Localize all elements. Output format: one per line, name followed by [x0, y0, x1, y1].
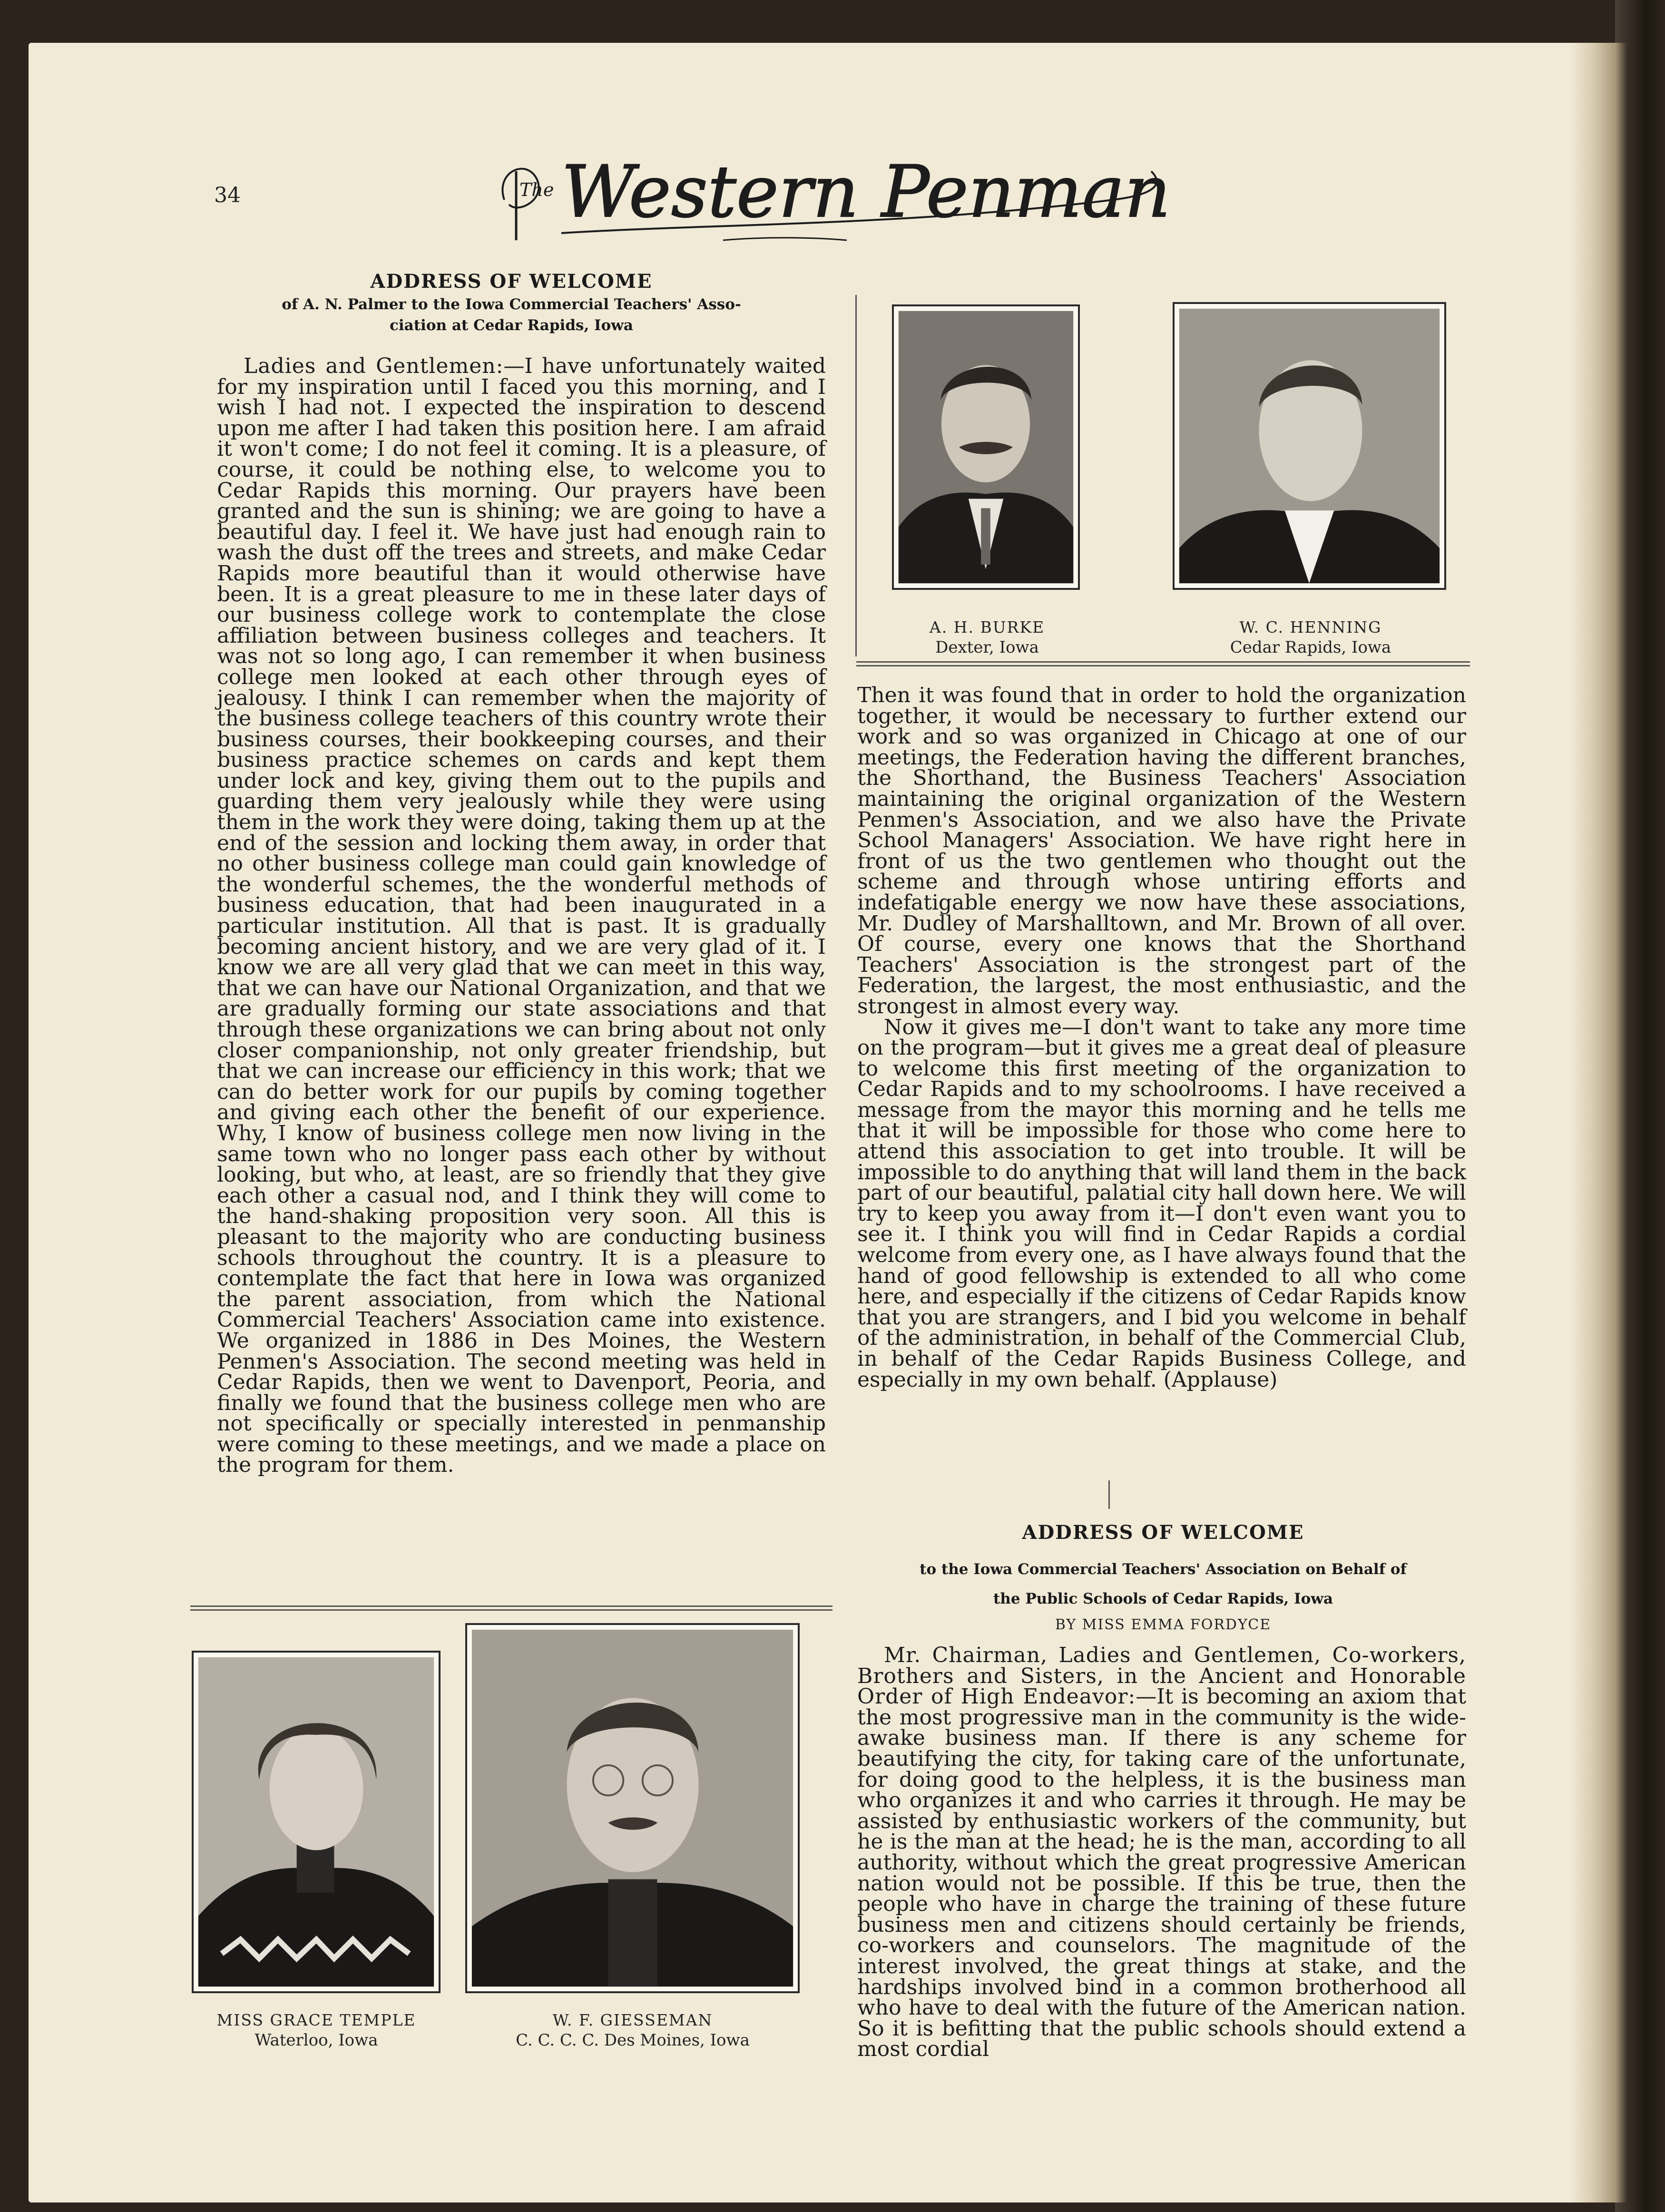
article1-right-column — [857, 685, 1466, 1484]
portrait-henning — [1173, 302, 1446, 590]
article1-salutation: Ladies and Gentlemen: — [244, 354, 504, 378]
column-divider-vertical — [855, 295, 857, 656]
masthead-title: Western Penman — [561, 151, 1171, 234]
caption-burke — [885, 617, 1089, 657]
portrait-henning-image — [1175, 304, 1444, 588]
end-mark — [1108, 1480, 1110, 1509]
portrait-burke — [892, 304, 1080, 590]
article1-subtitle-line1: of A. N. Palmer to the Iowa Commercial Teachers' Asso- — [282, 296, 741, 313]
masthead-logo — [476, 143, 1180, 252]
page-edge-shadow — [1570, 43, 1627, 2202]
rule-left-bottom-1 — [190, 1605, 832, 1607]
article1-subtitle — [190, 294, 832, 336]
caption-henning-place: Cedar Rapids, Iowa — [1230, 638, 1391, 657]
rule-right-top-1 — [856, 661, 1470, 663]
article2-body: —It is becoming an axiom that the most progressive man in the community is the wide-awake business man. If there is any scheme for beautifying the city, for taking care of the unfortunate, for doing good to the helpless, it is the business man who organizes it and who carries it through. He may be assisted by enthusiastic workers of the community, but he is the man at the head; he is the man, according to all authority, without which the great progressive American nation would not be possible. If this be true, then the people who have in charge the training of these future business men and citizens should certainly be friends, co-workers and counselors. The magnitude of the interest involved, the great things at stake, and the hardships involved bind in a common brotherhood all who have to deal with the future of the American nation. So it is befitting that the public schools should extend a most cordial — [857, 1684, 1466, 2062]
portrait-temple-image — [194, 1653, 439, 1991]
caption-burke-place: Dexter, Iowa — [935, 638, 1039, 657]
portrait-giesseman-image — [467, 1625, 798, 1991]
article2-column — [857, 1645, 1466, 2178]
caption-henning-name: W. C. HENNING — [1239, 618, 1382, 636]
rule-right-top-2 — [856, 665, 1470, 666]
article1-left-column — [217, 356, 826, 1593]
caption-giesseman-place: C. C. C. C. Des Moines, Iowa — [516, 2031, 750, 2050]
article2-paragraph — [857, 1645, 1466, 2060]
article2-subtitle — [856, 1555, 1470, 1614]
article1-right-paragraph1: Then it was found that in order to hold the organization together, it would be necessary to further extend our work and so was organized in Chicago at one of our meetings, the Federation having the different branches, the Shorthand, the Business Teachers' Association maintaining the original organization of the Western Penmen's Association, and we also have the Private School Managers' Association. We have right here in front of us the two gentlemen who thought out the scheme and through whose untiring efforts and indefatigable energy we now have these associations, Mr. Dudley of Marshalltown, and Mr. Brown of all over. Of course, every one knows that the Shorthand Teachers' Association is the strongest part of the Federation, the largest, the most enthusiastic, and the strongest in almost every way. — [857, 683, 1466, 1018]
caption-giesseman-name: W. F. GIESSEMAN — [552, 2011, 713, 2029]
portrait-temple — [192, 1651, 441, 1993]
portrait-burke-image — [894, 306, 1078, 588]
caption-henning — [1175, 617, 1446, 657]
caption-temple — [181, 2010, 452, 2050]
article1-title: ADDRESS OF WELCOME — [370, 270, 653, 293]
article2-title: ADDRESS OF WELCOME — [1022, 1521, 1304, 1544]
article2-subtitle-line2: the Public Schools of Cedar Rapids, Iowa — [993, 1590, 1333, 1607]
portrait-giesseman — [465, 1623, 800, 1993]
article2-subtitle-line1: to the Iowa Commercial Teachers' Association on Behalf of — [920, 1561, 1407, 1578]
article1-subtitle-line2: ciation at Cedar Rapids, Iowa — [390, 317, 633, 334]
masthead-article: The — [519, 179, 554, 200]
page-number: 34 — [214, 183, 241, 207]
article1-right-paragraph2: Now it gives me—I don't want to take any more time on the program—but it gives me a great deal of pleasure to welcome this first meeting of the organization to Cedar Rapids and to my schoolrooms. I have received a message from the mayor this morning and he tells me that it will be impossible for those who come here to attend this association to get into trouble. It will be impossible to do anything that will land them in the back part of our beautiful, palatial city hall down here. We will try to keep you away from it—I don't even want you to see it. I think you will find in Cedar Rapids a cordial welcome from every one, as I have always found that the hand of good fellowship is extended to all who come here, and especially if the citizens of Cedar Rapids know that you are strangers, and I bid you welcome in behalf of the administration, in behalf of the Commercial Club, in behalf of the Cedar Rapids Business College, and especially in my own behalf. (Applause) — [857, 1015, 1466, 1392]
article1-paragraph — [217, 356, 826, 1476]
article1-body: —I have unfortunately waited for my inspiration until I faced you this morning, and I wish I had not. I expected the inspiration to descend upon me after I had taken this position here. I am afraid it won't come; I do not feel it coming. It is a pleasure, of course, it could be nothing else, to welcome you to Cedar Rapids this morning. Our prayers have been granted and the sun is shining; we are going to have a beautiful day. I feel it. We have just had enough rain to wash the dust off the trees and streets, and make Cedar Rapids more beautiful than it would otherwise have been. It is a great pleasure to me in these later days of our business college work to contemplate the close affiliation between business colleges and teachers. It was not so long ago, I can remember it when business college men looked at each other through eyes of jealousy. I think I can remember when the majority of the business college teachers of this country wrote their business courses, their bookkeeping courses, and their business practice schemes on cards and kept them under lock and key, giving them out to the pupils and guarding them very jealously while they were using them in the work they were doing, taking them up at the end of the session and locking them away, in order that no other business college man could gain knowledge of the wonderful schemes, the the wonderful methods of business education, that had been inaugurated in a particular institution. All that is past. It is gradually becoming ancient history, and we are very glad of it. I know we are all very glad that we can meet in this way, that we can have our National Organization, and that we are gradually forming our state associations and that through these organizations we can bring about not only closer companionship, not only greater friendship, but that we can increase our efficiency in this work; that we can do better work for our pupils by coming together and giving each other the benefit of our experience. Why, I know of business college men now living in the same town who no longer pass each other by without looking, but who, at least, are so friendly that they give each other a casual nod, and I think they will come to the hand-shaking proposition very soon. All this is pleasant to the majority who are conducting business schools throughout the country. It is a pleasure to contemplate the fact that here in Iowa was organized the parent association, from which the National Commercial Teachers' Association came into existence. We organized in 1886 in Des Moines, the Western Penmen's Association. The second meeting was held in Cedar Rapids, then we went to Davenport, Peoria, and finally we found that the business college men who are not specifically or specially interested in penmanship were coming to these meetings, and we made a place on the program for them. — [217, 354, 826, 1478]
caption-temple-name: MISS GRACE TEMPLE — [216, 2011, 416, 2029]
masthead — [476, 143, 1180, 252]
article2-byline: BY MISS EMMA FORDYCE — [1055, 1616, 1272, 1633]
caption-temple-place: Waterloo, Iowa — [255, 2031, 378, 2050]
caption-burke-name: A. H. BURKE — [929, 618, 1045, 636]
article2-salutation: Mr. Chairman, Ladies and Gentlemen, Co-workers, Brothers and Sisters, in the Ancient and Honorable Order of High Endeavor: — [857, 1643, 1466, 1709]
rule-left-bottom-2 — [190, 1609, 832, 1611]
caption-giesseman — [485, 2010, 780, 2050]
